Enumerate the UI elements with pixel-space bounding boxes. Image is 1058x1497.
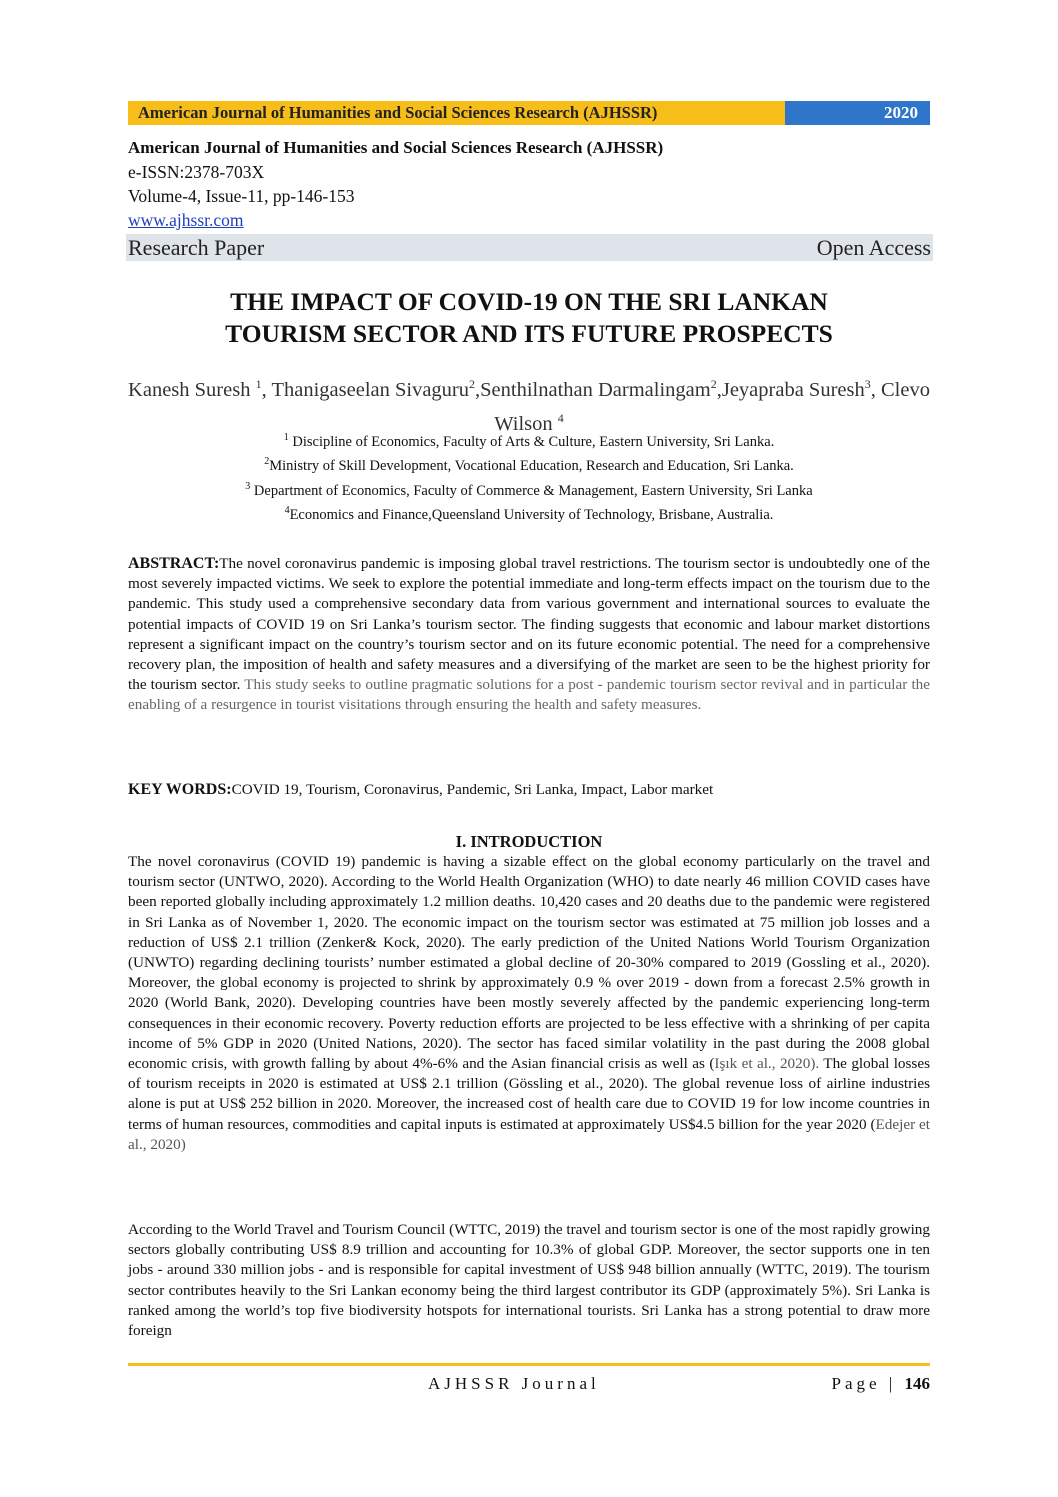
author-name: , Thanigaseelan Sivaguru [261, 378, 470, 401]
citation: Edejer et al., 2020) [128, 1115, 931, 1153]
affil-text: Discipline of Economics, Faculty of Arts & Culture, Eastern University, Sri Lanka. [288, 433, 775, 450]
journal-info [128, 136, 933, 232]
paper-type-bar [126, 234, 933, 261]
author-affil-mark: 4 [557, 410, 564, 425]
citation: Işık et al., 2020). [714, 1055, 820, 1073]
journal-url-link[interactable]: www.ajhssr.com [128, 210, 244, 230]
author-name: Kanesh Suresh [128, 378, 256, 401]
keywords-label: KEY WORDS: [128, 781, 232, 798]
author-name: , Clevo Wilson [494, 378, 930, 435]
affil-text: Ministry of Skill Development, Vocational Education, Research and Education, Sri Lanka. [269, 458, 794, 475]
keywords-text: COVID 19, Tourism, Coronavirus, Pandemic, Sri Lanka, Impact, Labor market [231, 781, 714, 798]
page-number-block [832, 1374, 930, 1394]
journal-name: American Journal of Humanities and Social Sciences Research (AJHSSR) [128, 138, 664, 157]
author-name: ,Jeyapraba Suresh [716, 378, 865, 401]
title-line-1: THE IMPACT OF COVID-19 ON THE SRI LANKAN [230, 287, 828, 316]
footer-rule [128, 1363, 930, 1366]
access-type: Open Access [816, 234, 931, 260]
page-footer [128, 1374, 930, 1398]
author-affil-mark: 2 [469, 377, 476, 391]
introduction-paragraph-2: According to the World Travel and Tourism Council (WTTC, 2019) the travel and tourism sector is one of the most rapidly growing sectors globally contributing US$ 8.9 trillion and accounting for 10.3% of global GDP. Moreover, the sector supports one in ten jobs - around 330 million jobs - and is responsible for capital investment of US$ 948 billion annually (WTTC, 2019). The tourism sector contributes heavily to the Sri Lankan economy being the third largest contributor its GDP (approximately 5%). Sri Lanka is ranked among the world’s top five biodiversity hotspots for international tourists. Sri Lanka has a strong potential to draw more foreign [128, 1221, 930, 1340]
affiliation-item [128, 477, 930, 501]
affiliation-item [128, 501, 930, 525]
footer-journal: AJHSSR Journal [428, 1374, 600, 1393]
keywords [128, 780, 930, 800]
affil-mark: 1 [283, 432, 289, 443]
banner-journal-name: American Journal of Humanities and Social Sciences Research (AJHSSR) [128, 101, 785, 125]
intro-text: The novel coronavirus (COVID 19) pandemic is having a sizable effect on the global economy particularly on the travel and tourism sector (UNTWO, 2020). According to the World Health Organization (WHO) to date nearly 46 million COVID cases have been reported globally including approximately 1.2 million deaths. 10,420 cases and 20 deaths due to the pandemic were registered in Sri Lanka as of November 1, 2020. The economic impact on the tourism sector was estimated at 75 million job losses and a reduction of US$ 2.1 trillion (Zenker& Kock, 2020). The early prediction of the United Nations World Tourism Organization (UNWTO) regarding declining tourists’ number estimated a global decline of 20-30% compared to 2019 (Gossling et al., 2020). Moreover, the global economy is projected to shrink by approximately 0.9 % over 2019 - down from a forecast 2.5% growth in 2020 (World Bank, 2020). Developing countries have been mostly severely affected by the pandemic experiencing long-term consequences in their economic recovery. Poverty reduction efforts are projected to be less effective with a shrinking of per capita income of 5% GDP in 2020 (United Nations, 2020). The sector has faced similar volatility in the past during the 2008 global economic crisis, with growth falling by about 4%-6% and the Asian financial crisis as well as ( [128, 853, 930, 1073]
affil-mark: 3 [245, 480, 251, 492]
affil-text: Department of Economics, Faculty of Commerce & Management, Eastern University, Sri Lanka [250, 482, 813, 499]
author-affil-mark: 2 [710, 377, 717, 391]
abstract [128, 554, 930, 716]
affiliations [128, 428, 930, 525]
page-number: 146 [904, 1374, 930, 1393]
affil-mark: 2 [264, 456, 270, 468]
journal-banner [128, 101, 930, 125]
author-affil-mark: 3 [864, 377, 871, 391]
paper-title [128, 286, 930, 350]
issn: e-ISSN:2378-703X [128, 162, 265, 182]
affiliation-item [128, 428, 930, 452]
abstract-text-gray: This study seeks to outline pragmatic solutions for a post - pandemic tourism sector revival and in particular the enabling of a resurgence in tourist visitations through ensuring the health and safety measures. [128, 676, 930, 714]
author-name: ,Senthilnathan Darmalingam [475, 378, 711, 401]
banner-year: 2020 [785, 101, 930, 125]
affil-mark: 4 [284, 504, 290, 516]
introduction-paragraph-1 [128, 852, 930, 1155]
affil-text: Economics and Finance,Queensland University of Technology, Brisbane, Australia. [289, 506, 774, 523]
section-heading-introduction: I. INTRODUCTION [455, 832, 603, 851]
intro-text: The global losses of tourism receipts in 2020 is estimated at US$ 2.1 trillion (Gössling et al., 2020). The global revenue loss of airline industries alone is put at US$ 252 billion in 2020. Moreover, the increased cost of health care due to COVID 19 for low income countries in terms of human resources, commodities and capital inputs is estimated at approximately US$4.5 billion for the year 2020 ( [128, 1055, 930, 1133]
abstract-text: The novel coronavirus pandemic is imposing global travel restrictions. The tourism sector is undoubtedly one of the most severely impacted victims. We seek to explore the potential immediate and long-term effects impact on the tourism due to the pandemic. This study used a comprehensive secondary data from various government and international sources to evaluate the potential impacts of COVID 19 on Sri Lanka’s tourism sector. The finding suggests that economic and labour market distortions represent a significant impact on the country’s tourism sector and on its future economic potential. The need for a comprehensive recovery plan, the imposition of health and safety measures and a diversifying of the market are seen to be the highest priority for the tourism sector. [128, 555, 930, 694]
paper-type: Research Paper [128, 234, 265, 260]
affiliation-item [128, 452, 930, 476]
page-label: Page | [831, 1374, 905, 1393]
author-affil-mark: 1 [255, 377, 262, 391]
abstract-label: ABSTRACT: [128, 555, 220, 572]
volume-issue: Volume-4, Issue-11, pp-146-153 [128, 186, 355, 206]
title-line-2: TOURISM SECTOR AND ITS FUTURE PROSPECTS [225, 319, 833, 348]
